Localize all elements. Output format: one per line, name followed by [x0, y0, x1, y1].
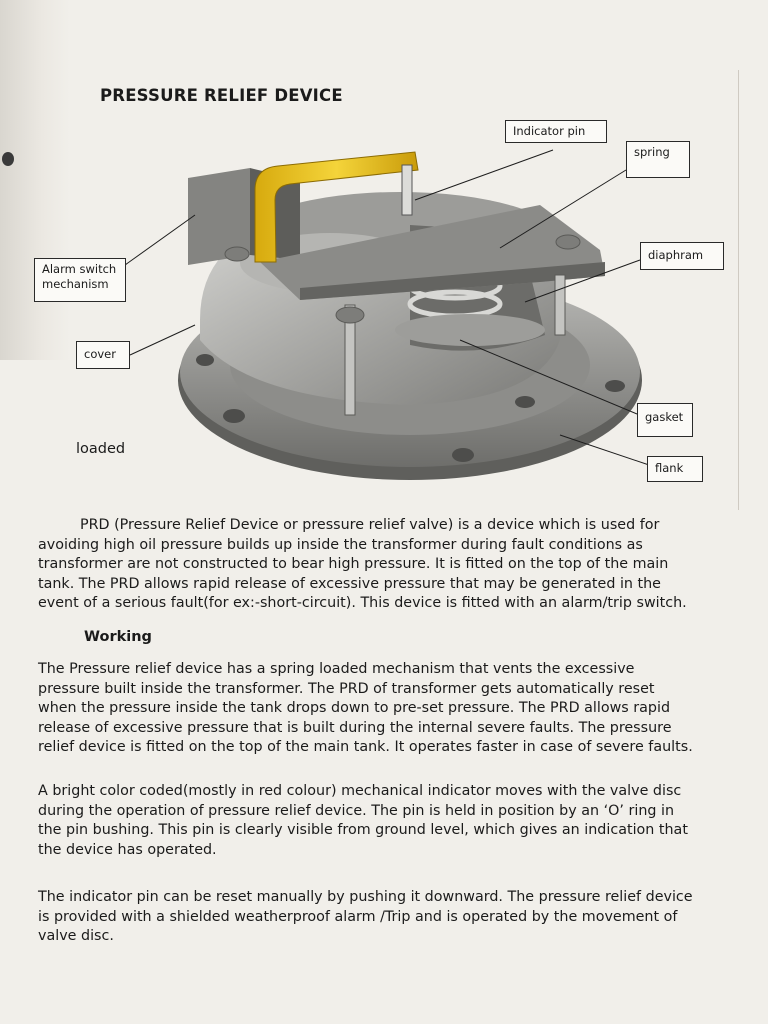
label-spring: spring [626, 141, 690, 178]
label-gasket: gasket [637, 403, 693, 437]
label-flank: flank [647, 456, 703, 482]
intro-paragraph: PRD (Pressure Relief Device or pressure relief valve) is a device which is used for avoiding high oil pressure builds up inside the transformer during fault conditions as transformer are not constructed to bear high pressure. It is fitted on the top of the main tank. The PRD allows rapid release of excessive pressure that may be generated in the event of a serious fault(for ex:-short-circuit). This device is fitted with an alarm/trip switch. [38, 517, 687, 612]
page-title: PRESSURE RELIEF DEVICE [100, 86, 343, 105]
working-heading: Working [84, 629, 152, 645]
working-paragraph-2: A bright color coded(mostly in red colour) mechanical indicator moves with the valve disc during the operation of pressure relief device. The pin is held in position by an ‘O’ ring in the pin bushing. This pin is clearly visible from ground level, which gives an indication that the device has operated. [38, 783, 688, 858]
working-paragraph-3: The indicator pin can be reset manually by pushing it downward. The pressure relief device is provided with a shielded weatherproof alarm /Trip and is operated by the movement of valve disc. [38, 889, 693, 945]
working-paragraph-1: The Pressure relief device has a spring loaded mechanism that vents the excessive pressure built inside the transformer. The PRD of transformer gets automatically reset when the pressure inside the tank drops down to pre-set pressure. The PRD allows rapid release of excessive pressure that is built during the internal severe faults. The pressure relief device is fitted on the top of the main tank. It operates faster in case of severe faults. [38, 661, 693, 756]
figure-side-caption: loaded [76, 441, 126, 457]
label-cover: cover [76, 341, 130, 369]
label-diaphram: diaphram [640, 242, 724, 270]
label-alarm-switch-mechanism: Alarm switch mechanism [34, 258, 126, 302]
label-indicator-pin: Indicator pin [505, 120, 607, 143]
